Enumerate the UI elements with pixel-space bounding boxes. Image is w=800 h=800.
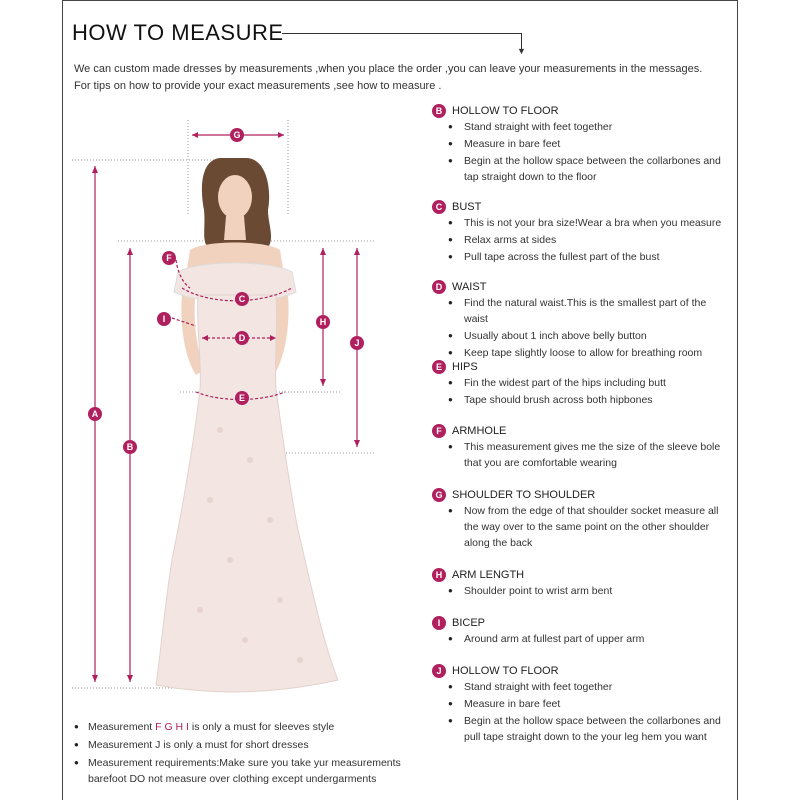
section-letter-badge: D (432, 280, 446, 294)
note-text: Measurement (88, 721, 156, 733)
label-a-marker: A (88, 407, 102, 421)
section-armhole (432, 424, 732, 471)
section-title: ARMHOLE (452, 425, 507, 437)
section-letter-badge: G (432, 488, 446, 502)
section-letter-badge: J (432, 664, 446, 678)
list-item: ● Stand straight with feet together (442, 119, 732, 135)
section-bicep (432, 616, 732, 647)
section-title: HOLLOW TO FLOOR (452, 665, 559, 677)
note-highlight: F G H I (155, 721, 189, 733)
section-title: ARM LENGTH (452, 569, 525, 581)
section-title: SHOULDER TO SHOULDER (452, 489, 596, 501)
section-hollow-to-floor-b (432, 104, 732, 185)
section-shoulder-to-shoulder (432, 488, 732, 551)
section-letter-badge: E (432, 360, 446, 374)
list-item: ● Measure in bare feet (442, 696, 732, 712)
list-item: ● Keep tape slightly loose to allow for breathing room (442, 345, 732, 361)
list-item: ● Around arm at fullest part of upper arm (442, 631, 732, 647)
list-item: ● Tape should brush across both hipbones (442, 392, 732, 408)
list-item: ● Begin at the hollow space between the collarbones and pull tape straight down to the your leg hem you want (442, 713, 732, 745)
list-item: ● Usually about 1 inch above belly button (442, 328, 732, 344)
section-hollow-to-floor-j (432, 664, 732, 745)
section-letter-badge: C (432, 200, 446, 214)
label-e-marker: E (235, 391, 249, 405)
page-title: HOW TO MEASURE (72, 20, 284, 45)
section-letter-badge: F (432, 424, 446, 438)
section-letter-badge: H (432, 568, 446, 582)
note-requirements-continued: barefoot DO not measure over clothing except undergarments (88, 773, 377, 785)
section-letter-badge: I (432, 616, 446, 630)
section-title: BICEP (452, 617, 486, 629)
list-item: ● Find the natural waist.This is the smallest part of the waist (442, 295, 732, 327)
section-title: WAIST (452, 281, 487, 293)
down-arrow-icon: ▼ (517, 46, 526, 56)
section-waist (432, 280, 732, 361)
label-g-marker: G (230, 128, 244, 142)
section-arm-length (432, 568, 732, 599)
label-j-marker: J (350, 336, 364, 350)
section-bust (432, 200, 732, 265)
list-item: ● Relax arms at sides (442, 232, 732, 248)
list-item: ● Measure in bare feet (442, 136, 732, 152)
note-text: is only a must for sleeves style (188, 721, 335, 733)
section-hips (432, 360, 732, 408)
section-letter-badge: B (432, 104, 446, 118)
title-divider (282, 33, 522, 34)
intro-line-1: We can custom made dresses by measurements ,when you place the order ,you can leave your measurements in the messages. (74, 63, 703, 75)
note-sleeves (72, 719, 408, 735)
list-item: ● This measurement gives me the size of the sleeve bole that you are comfortable wearing (442, 439, 732, 471)
section-title: HIPS (452, 361, 478, 373)
label-b-marker: B (123, 440, 137, 454)
list-item: ● Stand straight with feet together (442, 679, 732, 695)
intro-line-2: For tips on how to provide your exact measurements ,see how to measure . (74, 80, 442, 92)
label-d-marker: D (235, 331, 249, 345)
list-item: ● Pull tape across the fullest part of the bust (442, 249, 732, 265)
label-f-marker: F (162, 251, 176, 265)
list-item: ● Now from the edge of that shoulder socket measure all the way over to the same point on the other shoulder along the back (442, 503, 732, 551)
section-title: BUST (452, 201, 482, 213)
list-item: ● Shoulder point to wrist arm bent (442, 583, 732, 599)
list-item: ● Fin the widest part of the hips including butt (442, 375, 732, 391)
label-i-marker: I (157, 312, 171, 326)
note-short-dresses: ● Measurement J is only a must for short dresses (72, 737, 408, 753)
dress-measurement-figure (70, 100, 380, 700)
list-item: ● Begin at the hollow space between the collarbones and tap straight down to the floor (442, 153, 732, 185)
note-requirements: ● Measurement requirements:Make sure you take yur measurements (72, 755, 408, 771)
section-title: HOLLOW TO FLOOR (452, 105, 559, 117)
label-h-marker: H (316, 315, 330, 329)
list-item: ● This is not your bra size!Wear a bra when you measure (442, 215, 732, 231)
label-c-marker: C (235, 292, 249, 306)
